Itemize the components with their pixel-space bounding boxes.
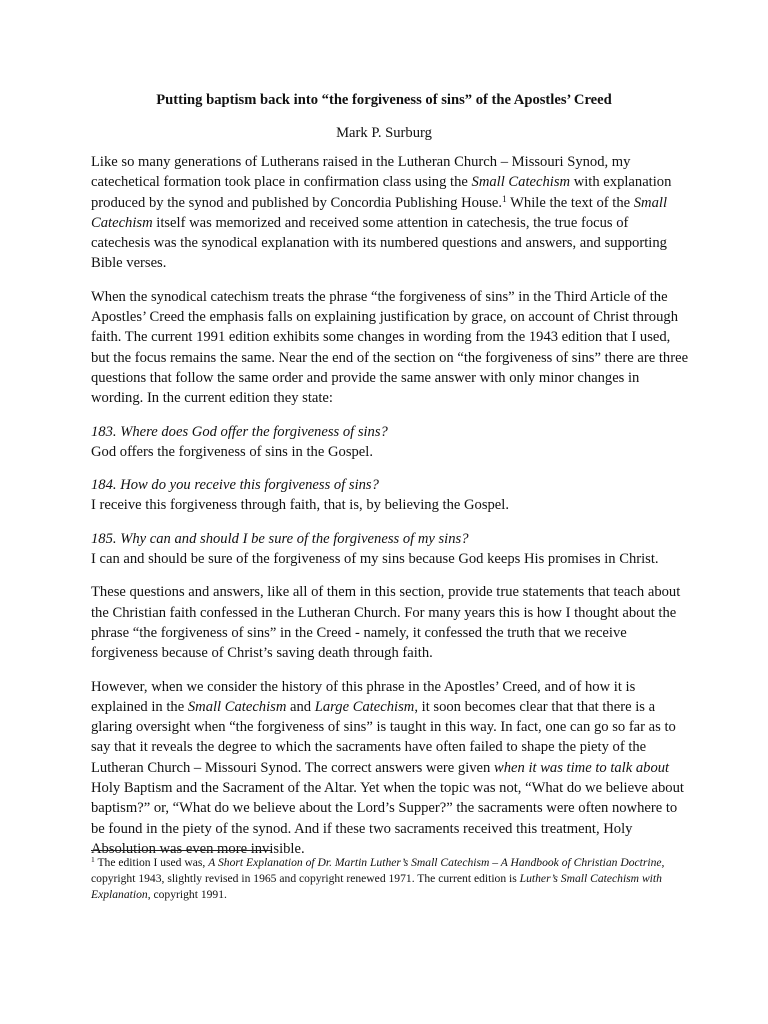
paragraph-2: When the synodical catechism treats the phrase “the forgiveness of sins” in the Third Article of the Apostles’ Creed the emphasis falls on explaining justification by grace, on account of Christ through faith. The current 1991 edition exhibits some changes in wording from the 1943 edition that I used, but the focus remains the same. Near the end of the section on “the forgiveness of sins” there are three questions that follow the same order and provide the same answer with only minor changes in wording. In the current edition they state: bbox=[91, 288, 689, 407]
qa-question: 183. Where does God offer the forgiveness of sins? bbox=[91, 423, 388, 440]
qa-item bbox=[91, 529, 691, 570]
footnote-part2: copyright 1943, slightly revised in 1965 and copyright renewed 1971. The current edition is bbox=[91, 872, 520, 885]
paragraph-4-italic-large-catechism: Large Catechism bbox=[314, 698, 415, 715]
paragraph-1-part2: with explanation produced by the synod and published by Concordia Publishing House. bbox=[91, 174, 672, 211]
qa-answer: I can and should be sure of the forgiveness of my sins because God keeps His promises in Christ. bbox=[91, 551, 659, 568]
qa-question: 185. Why can and should I be sure of the forgiveness of my sins? bbox=[91, 530, 469, 547]
paragraph-4-part2: and bbox=[286, 698, 315, 715]
paragraph-4-part4: Holy Baptism and the Sacrament of the Altar. Yet when the topic was not, “What do we believe about baptism?” or, “What do we believe about the Lord’s Supper?” the sacraments were often nowhere to be found in the piety of the synod. And if these two sacraments received this treatment, Holy Absolution was even more invisible. bbox=[91, 780, 684, 857]
qa-answer: God offers the forgiveness of sins in the Gospel. bbox=[91, 443, 373, 460]
paragraph-1-part1: Like so many generations of Lutherans raised in the Lutheran Church – Missouri Synod, my catechetical formation took place in confirmation class using the bbox=[91, 154, 631, 191]
paragraph-4 bbox=[91, 677, 691, 860]
qa-item bbox=[91, 422, 691, 463]
paragraph-1 bbox=[91, 152, 691, 274]
paragraph-1-italic-small-catechism-2: Small Catechism bbox=[91, 194, 667, 231]
paragraph-4-part1: However, when we consider the history of this phrase in the Apostles’ Creed, and of how it is explained in the bbox=[91, 678, 636, 715]
qa-question: 184. How do you receive this forgiveness of sins? bbox=[91, 477, 379, 494]
qa-answer: I receive this forgiveness through faith, that is, by believing the Gospel. bbox=[91, 497, 509, 514]
paragraph-4-part3: , it soon becomes clear that that there is a glaring oversight when “the forgiveness of sins” is taught in this way. In fact, one can go so far as to say that it reveals the degree to which the sacraments have often failed to shape the piety of the Lutheran Church – Missouri Synod. The correct answers were given bbox=[91, 698, 676, 776]
footnote-reference[interactable]: 1 bbox=[502, 194, 507, 205]
paragraph-1-italic-small-catechism: Small Catechism bbox=[471, 174, 571, 191]
footnote-divider bbox=[91, 850, 271, 851]
document-body bbox=[91, 152, 691, 859]
footnote bbox=[91, 855, 691, 903]
footnote-marker: 1 bbox=[91, 855, 95, 864]
footnote-italic-title-1: A Short Explanation of Dr. Martin Luther’s Small Catechism – A Handbook of Christian Doctrine, bbox=[208, 856, 665, 869]
paragraph-4-italic-small-catechism: Small Catechism bbox=[187, 698, 287, 715]
paragraph-4-italic-emphasis: when it was time to talk about bbox=[493, 759, 670, 776]
qa-item bbox=[91, 475, 691, 516]
author-name: Mark P. Surburg bbox=[336, 125, 432, 141]
footnote-part1: The edition I used was, bbox=[94, 856, 209, 869]
paragraph-3: These questions and answers, like all of them in this section, provide true statements that teach about the Christian faith confessed in the Lutheran Church. For many years this is how I thought about the phrase “the forgiveness of sins” in the Creed - namely, it confessed the truth that we receive forgiveness because of Christ’s saving death through faith. bbox=[91, 584, 681, 662]
document-title: Putting baptism back into “the forgiveness of sins” of the Apostles’ Creed bbox=[156, 92, 612, 108]
paragraph-1-part3: While the text of the bbox=[506, 194, 634, 211]
footnote-part3: , copyright 1991. bbox=[147, 888, 227, 901]
footnote-italic-title-2: Luther’s Small Catechism with Explanation bbox=[91, 872, 662, 901]
paragraph-1-part4: itself was memorized and received some attention in catechesis, the true focus of catechesis was the synodical explanation with its numbered questions and answers, and supporting Bible verses. bbox=[91, 214, 667, 272]
